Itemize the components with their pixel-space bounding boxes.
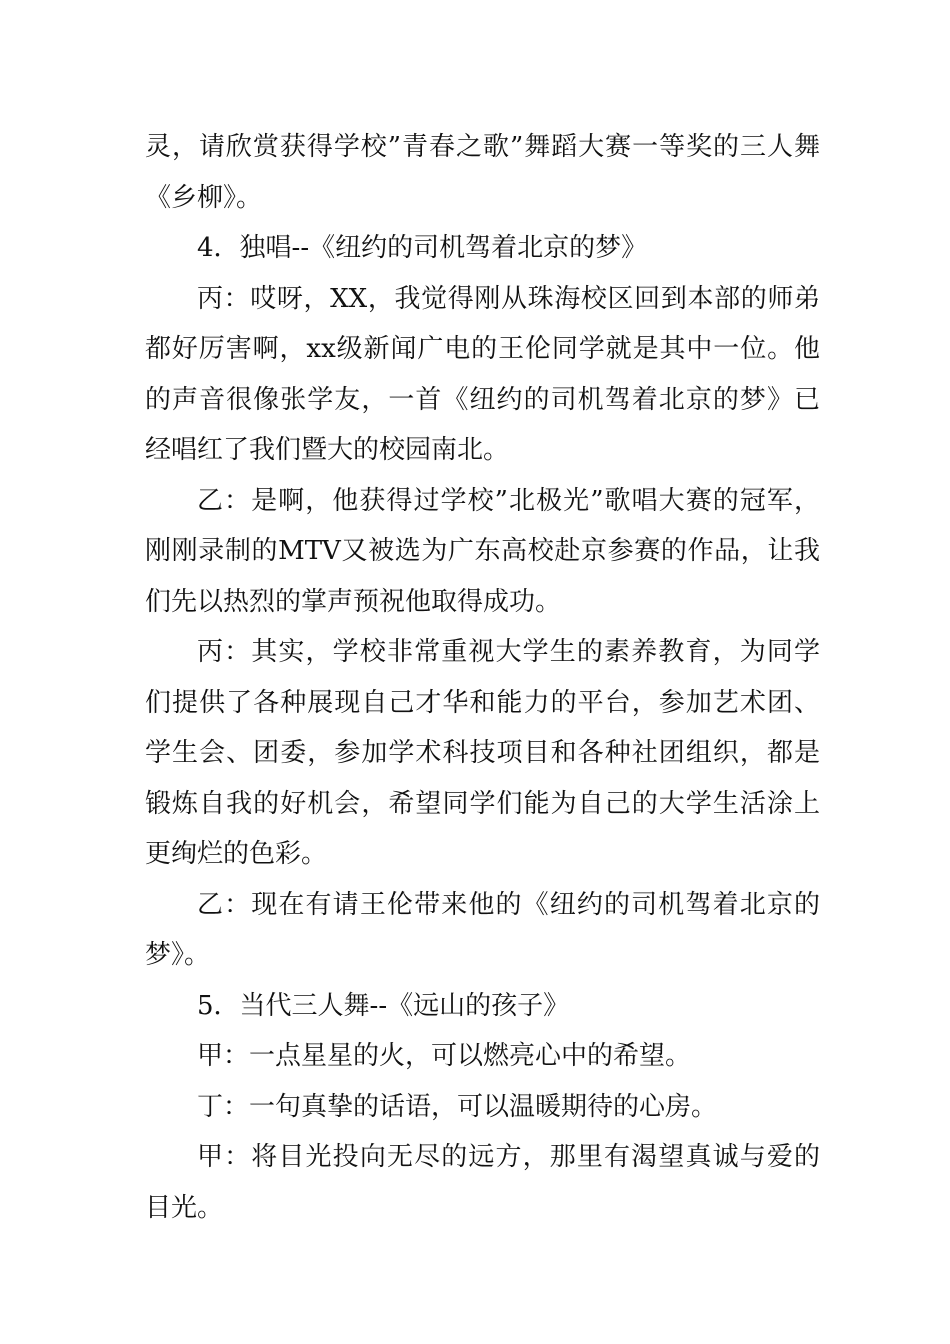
paragraph: 甲：一点星星的火，可以燃亮心中的希望。	[197, 1041, 692, 1071]
paragraph: 丙：其实，学校非常重视大学生的素养教育，为同学们提供了各种展现自己才华和能力的平台，参加艺术团、学生会、团委，参加学术科技项目和各种社团组织，都是锻炼自我的好机会，希望同学们能为自己的大学生活涂上更绚烂的色彩。	[145, 637, 820, 869]
paragraph: 甲：将目光投向无尽的远方，那里有渴望真诚与爱的目光。	[145, 1142, 820, 1223]
document-body	[145, 122, 820, 1233]
section-heading: 5．当代三人舞--《远山的孩子》	[197, 990, 570, 1021]
section-heading: 4．独唱--《纽约的司机驾着北京的梦》	[197, 233, 648, 263]
paragraph: 丙：哎呀，XX，我觉得刚从珠海校区回到本部的师弟都好厉害啊，xx级新闻广电的王伦同学就是其中一位。他的声音很像张学友，一首《纽约的司机驾着北京的梦》已经唱红了我们暨大的校园南北。	[145, 283, 820, 465]
paragraph: 灵，请欣赏获得学校”青春之歌”舞蹈大赛一等奖的三人舞《乡柳》。	[145, 132, 820, 213]
paragraph: 丁：一句真挚的话语，可以温暖期待的心房。	[197, 1091, 718, 1122]
paragraph: 乙：现在有请王伦带来他的《纽约的司机驾着北京的梦》。	[145, 889, 820, 970]
paragraph: 乙：是啊，他获得过学校”北极光”歌唱大赛的冠军，刚刚录制的MTV又被选为广东高校赴京参赛的作品，让我们先以热烈的掌声预祝他取得成功。	[145, 485, 820, 617]
